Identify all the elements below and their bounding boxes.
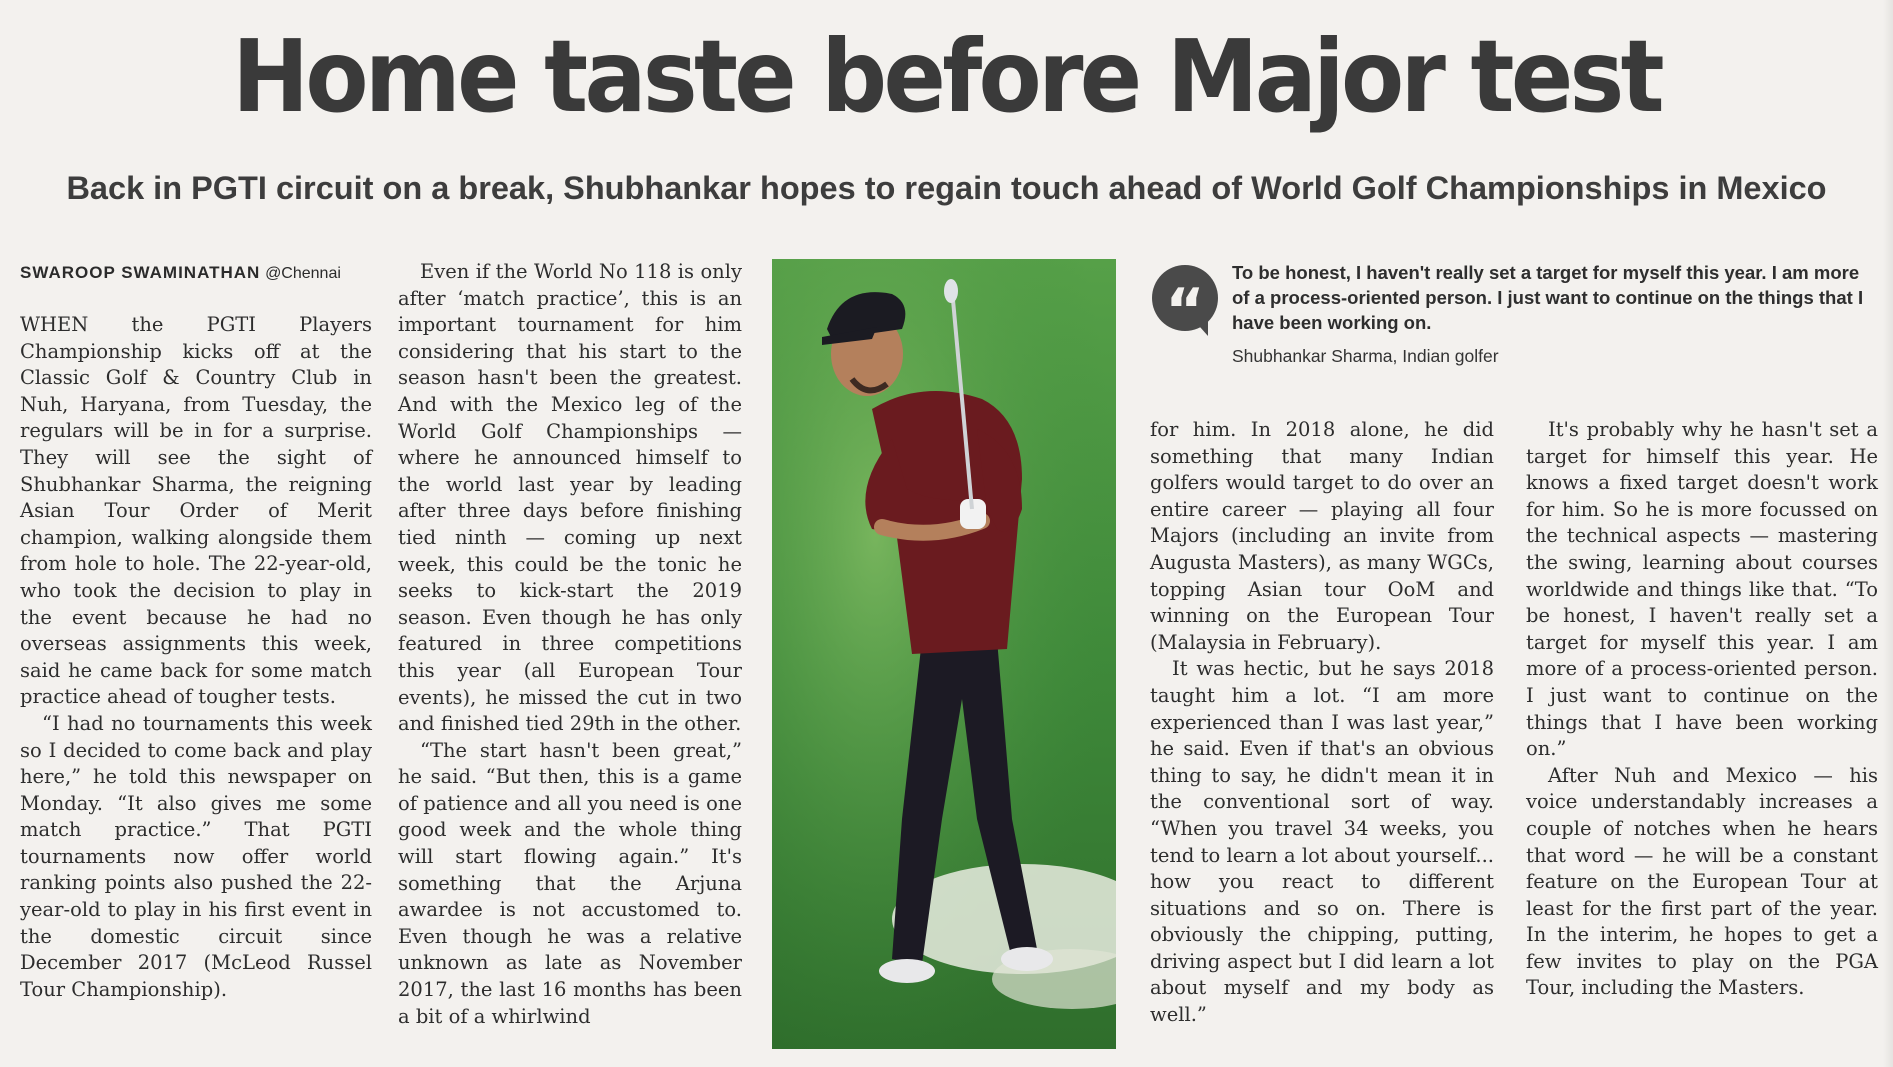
quote-icon-tail (1192, 318, 1208, 336)
quote-icon: “ (1152, 265, 1218, 331)
article-column-1 (20, 312, 372, 1003)
pull-quote-attribution: Shubhankar Sharma, Indian golfer (1232, 346, 1499, 366)
article-column-3 (1150, 417, 1494, 1029)
article-paragraph: “The start hasn't been great,” he said. “But then, this is a game of patience and all you need is one good week and the whole thing will start flowing again.” It's something that the Arjuna awardee is not accustomed to. Even though he was a relative unknown as late as November 2017, the last 16 months has been a bit of a whirlwind (398, 738, 742, 1028)
article-paragraph: After Nuh and Mexico — his voice understandably increases a couple of notches when he hears that word — he will be a constant feature on the European Tour at least for the first part of the year. In the interim, he hopes to get a few invites to play on the PGA Tour, including the Masters. (1526, 763, 1878, 1000)
byline-author: SWAROOP SWAMINATHAN (20, 263, 261, 282)
article-column-4 (1526, 417, 1878, 1002)
byline (20, 259, 372, 288)
article-paragraph: “I had no tournaments this week so I decided to come back and play here,” he told this newspaper on Monday. “It also gives me some match practice.” That PGTI tournaments now offer world ranking points also pushed the 22-year-old to play in his first event in the domestic circuit since December 2017 (McLeod Russel Tour Championship). (20, 711, 372, 1001)
pull-quote-text: To be honest, I haven't really set a target for myself this year. I am more of a process-oriented person. I just want to continue on the things that I have been working on. (1232, 262, 1864, 333)
article-column-2 (398, 259, 742, 1030)
article-paragraph: Even if the World No 118 is only after ‘match practice’, this is an important tournament for him considering that his start to the season hasn't been the greatest. And with the Mexico leg of the World Golf Championships — where he announced himself to the world last year by leading after three days before finishing tied ninth — coming up next week, this could be the tonic he seeks to kick-start the 2019 season. Even though he has only featured in three competitions this year (all European Tour events), he missed the cut in two and finished tied 29th in the other. (398, 260, 742, 736)
scan-edge-shadow (1883, 0, 1893, 1067)
article-paragraph: It's probably why he hasn't set a target for himself this year. He knows a fixed target doesn't work for him. So he is more focussed on the technical aspects — mastering the swing, learning about courses worldwide and things like that. “To be honest, I haven't really set a target for myself this year. I am more of a process-oriented person. I just want to continue on the things that I have been working on.” (1526, 418, 1878, 761)
headline: Home taste before Major test (232, 18, 1661, 135)
subheadline: Back in PGTI circuit on a break, Shubhankar hopes to regain touch ahead of World Golf Championships in Mexico (66, 170, 1827, 206)
golfer-photo-illustration (772, 259, 1116, 1049)
article-paragraph: for him. In 2018 alone, he did something that many Indian golfers would target to do over an entire career — playing all four Majors (including an invite from Augusta Masters), as many WGCs, topping Asian tour OoM and winning on the European Tour (Malaysia in February). (1150, 418, 1494, 654)
article-paragraph: It was hectic, but he says 2018 taught him a lot. “I am more experienced than I was last year,” he said. Even if that's an obvious thing to say, he didn't mean it in the conventional sort of way. “When you travel 34 weeks, you tend to learn a lot about yourself... how you react to different situations and so on. There is obviously the chipping, putting, driving aspect but I did learn a lot about myself and my body as well.” (1150, 657, 1494, 1027)
byline-location: @Chennai (265, 265, 341, 282)
article-paragraph: WHEN the PGTI Players Championship kicks off at the Classic Golf & Country Club in Nuh, Haryana, from Tuesday, the regulars will be in for a surprise. They will see the sight of Shubhankar Sharma, the reigning Asian Tour Order of Merit champion, walking alongside them from hole to hole. The 22-year-old, who took the decision to play in the event because he had no overseas assignments this week, said he came back for some match practice ahead of tougher tests. (20, 313, 372, 709)
golfer-photo (772, 259, 1116, 1049)
